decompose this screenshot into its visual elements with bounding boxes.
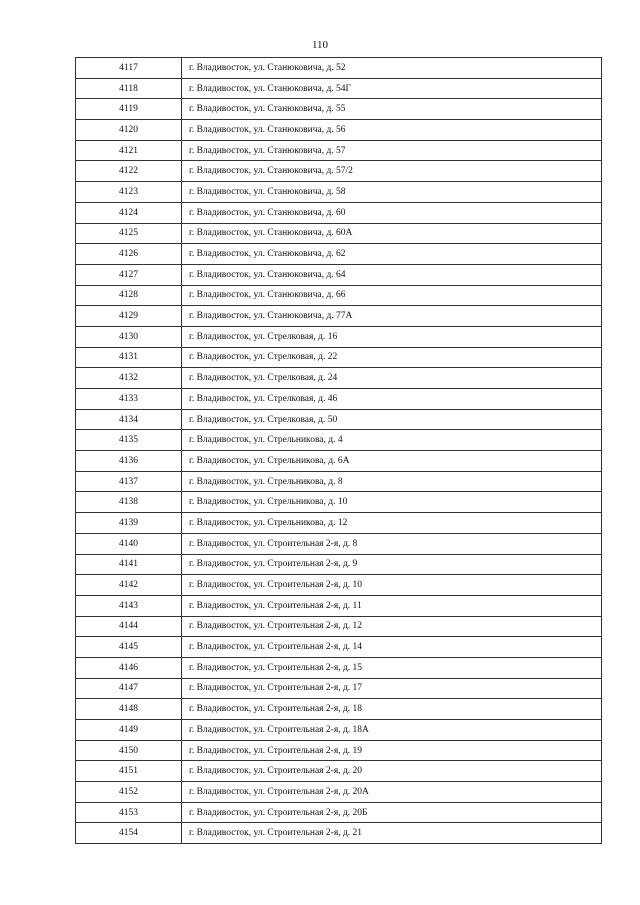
row-number-cell: 4130 xyxy=(76,326,182,347)
row-number-cell: 4144 xyxy=(76,616,182,637)
row-number-cell: 4122 xyxy=(76,161,182,182)
table-row xyxy=(76,554,602,575)
table-row xyxy=(76,223,602,244)
table-row xyxy=(76,120,602,141)
row-number-cell: 4153 xyxy=(76,802,182,823)
row-number-cell: 4154 xyxy=(76,823,182,844)
row-address-cell: г. Владивосток, ул. Стрельникова, д. 10 xyxy=(182,492,602,513)
row-number-cell: 4143 xyxy=(76,595,182,616)
row-address-cell: г. Владивосток, ул. Стрелковая, д. 16 xyxy=(182,326,602,347)
table-row xyxy=(76,575,602,596)
table-row xyxy=(76,637,602,658)
row-number-cell: 4118 xyxy=(76,78,182,99)
table-row xyxy=(76,823,602,844)
row-number-cell: 4125 xyxy=(76,223,182,244)
row-number-cell: 4134 xyxy=(76,409,182,430)
row-number-cell: 4127 xyxy=(76,264,182,285)
table-row xyxy=(76,720,602,741)
table-row xyxy=(76,802,602,823)
table-row xyxy=(76,595,602,616)
row-number-cell: 4149 xyxy=(76,720,182,741)
table-row xyxy=(76,347,602,368)
row-number-cell: 4138 xyxy=(76,492,182,513)
row-address-cell: г. Владивосток, ул. Станюковича, д. 57/2 xyxy=(182,161,602,182)
table-row xyxy=(76,306,602,327)
row-number-cell: 4132 xyxy=(76,368,182,389)
row-number-cell: 4120 xyxy=(76,120,182,141)
row-address-cell: г. Владивосток, ул. Строительная 2-я, д. 11 xyxy=(182,595,602,616)
table-row xyxy=(76,140,602,161)
table-row xyxy=(76,740,602,761)
row-number-cell: 4139 xyxy=(76,513,182,534)
table-row xyxy=(76,285,602,306)
row-address-cell: г. Владивосток, ул. Строительная 2-я, д. 8 xyxy=(182,533,602,554)
table-row xyxy=(76,389,602,410)
row-address-cell: г. Владивосток, ул. Станюковича, д. 57 xyxy=(182,140,602,161)
row-address-cell: г. Владивосток, ул. Строительная 2-я, д. 19 xyxy=(182,740,602,761)
row-number-cell: 4121 xyxy=(76,140,182,161)
row-address-cell: г. Владивосток, ул. Станюковича, д. 54Г xyxy=(182,78,602,99)
table-row xyxy=(76,533,602,554)
row-number-cell: 4141 xyxy=(76,554,182,575)
table-row xyxy=(76,182,602,203)
table-row xyxy=(76,657,602,678)
row-address-cell: г. Владивосток, ул. Стрелковая, д. 46 xyxy=(182,389,602,410)
row-address-cell: г. Владивосток, ул. Станюковича, д. 56 xyxy=(182,120,602,141)
row-address-cell: г. Владивосток, ул. Станюковича, д. 55 xyxy=(182,99,602,120)
row-number-cell: 4142 xyxy=(76,575,182,596)
row-number-cell: 4129 xyxy=(76,306,182,327)
row-number-cell: 4148 xyxy=(76,699,182,720)
row-number-cell: 4135 xyxy=(76,430,182,451)
row-address-cell: г. Владивосток, ул. Станюковича, д. 77А xyxy=(182,306,602,327)
table-row xyxy=(76,471,602,492)
table-row xyxy=(76,513,602,534)
row-address-cell: г. Владивосток, ул. Строительная 2-я, д. 20А xyxy=(182,782,602,803)
row-address-cell: г. Владивосток, ул. Строительная 2-я, д. 18 xyxy=(182,699,602,720)
row-number-cell: 4151 xyxy=(76,761,182,782)
registry-table-body xyxy=(76,58,602,844)
table-row xyxy=(76,782,602,803)
row-number-cell: 4147 xyxy=(76,678,182,699)
table-row xyxy=(76,326,602,347)
row-address-cell: г. Владивосток, ул. Станюковича, д. 52 xyxy=(182,58,602,79)
row-number-cell: 4128 xyxy=(76,285,182,306)
row-address-cell: г. Владивосток, ул. Строительная 2-я, д. 21 xyxy=(182,823,602,844)
row-address-cell: г. Владивосток, ул. Строительная 2-я, д. 10 xyxy=(182,575,602,596)
row-address-cell: г. Владивосток, ул. Станюковича, д. 58 xyxy=(182,182,602,203)
table-row xyxy=(76,58,602,79)
row-number-cell: 4152 xyxy=(76,782,182,803)
row-address-cell: г. Владивосток, ул. Стрельникова, д. 6А xyxy=(182,451,602,472)
row-number-cell: 4124 xyxy=(76,202,182,223)
table-row xyxy=(76,99,602,120)
table-row xyxy=(76,761,602,782)
row-number-cell: 4140 xyxy=(76,533,182,554)
row-number-cell: 4117 xyxy=(76,58,182,79)
row-address-cell: г. Владивосток, ул. Строительная 2-я, д. 20Б xyxy=(182,802,602,823)
row-number-cell: 4119 xyxy=(76,99,182,120)
row-address-cell: г. Владивосток, ул. Станюковича, д. 64 xyxy=(182,264,602,285)
page-number: 110 xyxy=(311,39,329,51)
table-row xyxy=(76,430,602,451)
table-row xyxy=(76,161,602,182)
row-number-cell: 4137 xyxy=(76,471,182,492)
row-address-cell: г. Владивосток, ул. Строительная 2-я, д. 20 xyxy=(182,761,602,782)
row-address-cell: г. Владивосток, ул. Строительная 2-я, д. 14 xyxy=(182,637,602,658)
row-address-cell: г. Владивосток, ул. Стрельникова, д. 4 xyxy=(182,430,602,451)
table-row xyxy=(76,78,602,99)
row-address-cell: г. Владивосток, ул. Строительная 2-я, д. 12 xyxy=(182,616,602,637)
row-address-cell: г. Владивосток, ул. Строительная 2-я, д. 18А xyxy=(182,720,602,741)
table-row xyxy=(76,451,602,472)
row-address-cell: г. Владивосток, ул. Станюковича, д. 60А xyxy=(182,223,602,244)
row-address-cell: г. Владивосток, ул. Стрельникова, д. 8 xyxy=(182,471,602,492)
row-number-cell: 4123 xyxy=(76,182,182,203)
row-address-cell: г. Владивосток, ул. Станюковича, д. 62 xyxy=(182,244,602,265)
row-number-cell: 4131 xyxy=(76,347,182,368)
table-row xyxy=(76,492,602,513)
table-row xyxy=(76,368,602,389)
row-number-cell: 4146 xyxy=(76,657,182,678)
table-row xyxy=(76,264,602,285)
row-address-cell: г. Владивосток, ул. Строительная 2-я, д. 17 xyxy=(182,678,602,699)
table-row xyxy=(76,202,602,223)
row-address-cell: г. Владивосток, ул. Строительная 2-я, д. 15 xyxy=(182,657,602,678)
row-address-cell: г. Владивосток, ул. Стрелковая, д. 22 xyxy=(182,347,602,368)
address-registry-table xyxy=(75,57,602,844)
row-number-cell: 4133 xyxy=(76,389,182,410)
row-number-cell: 4145 xyxy=(76,637,182,658)
row-number-cell: 4136 xyxy=(76,451,182,472)
table-row xyxy=(76,409,602,430)
table-row xyxy=(76,678,602,699)
row-address-cell: г. Владивосток, ул. Станюковича, д. 66 xyxy=(182,285,602,306)
row-address-cell: г. Владивосток, ул. Стрелковая, д. 24 xyxy=(182,368,602,389)
row-address-cell: г. Владивосток, ул. Строительная 2-я, д. 9 xyxy=(182,554,602,575)
row-number-cell: 4126 xyxy=(76,244,182,265)
row-address-cell: г. Владивосток, ул. Стрельникова, д. 12 xyxy=(182,513,602,534)
table-row xyxy=(76,616,602,637)
row-address-cell: г. Владивосток, ул. Стрелковая, д. 50 xyxy=(182,409,602,430)
row-address-cell: г. Владивосток, ул. Станюковича, д. 60 xyxy=(182,202,602,223)
table-row xyxy=(76,244,602,265)
table-row xyxy=(76,699,602,720)
row-number-cell: 4150 xyxy=(76,740,182,761)
